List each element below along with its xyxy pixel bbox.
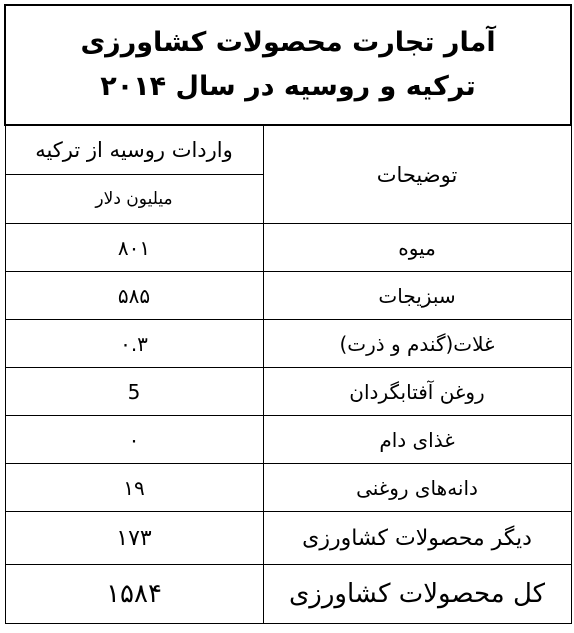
total-row xyxy=(5,565,571,624)
row-value: ۸۰۱ xyxy=(5,224,263,272)
row-value: 5 xyxy=(5,368,263,416)
row-description: سبزیجات xyxy=(263,272,571,320)
row-description: دانه‌های روغنی xyxy=(263,464,571,512)
total-description: کل محصولات کشاورزی xyxy=(263,565,571,624)
table-row xyxy=(5,272,571,320)
title-row xyxy=(5,5,571,125)
row-description: غذای دام xyxy=(263,416,571,464)
unit-label: میلیون دلار xyxy=(5,175,263,224)
table-title-line-2: ترکیه و روسیه در سال ۲۰۱۴ xyxy=(100,71,476,102)
table-title-line-1: آمار تجارت محصولات کشاورزی xyxy=(80,27,496,58)
row-value: ۵۸۵ xyxy=(5,272,263,320)
table-row xyxy=(5,464,571,512)
table-row xyxy=(5,224,571,272)
title-cell xyxy=(5,5,571,125)
table-row xyxy=(5,320,571,368)
trade-stats-table xyxy=(4,4,572,624)
value-column-header: واردات روسیه از ترکیه xyxy=(5,125,263,175)
total-value: ۱۵۸۴ xyxy=(5,565,263,624)
row-description: غلات(گندم و ذرت) xyxy=(263,320,571,368)
row-value: ۰.۳ xyxy=(5,320,263,368)
table-row xyxy=(5,512,571,565)
description-column-header: توضیحات xyxy=(263,125,571,224)
row-value: ۰ xyxy=(5,416,263,464)
row-description: دیگر محصولات کشاورزی xyxy=(263,512,571,565)
row-value: ۱۷۳ xyxy=(5,512,263,565)
row-description: میوه xyxy=(263,224,571,272)
header-row xyxy=(5,125,571,175)
row-description: روغن آفتابگردان xyxy=(263,368,571,416)
table-row xyxy=(5,368,571,416)
row-value: ۱۹ xyxy=(5,464,263,512)
table-row xyxy=(5,416,571,464)
